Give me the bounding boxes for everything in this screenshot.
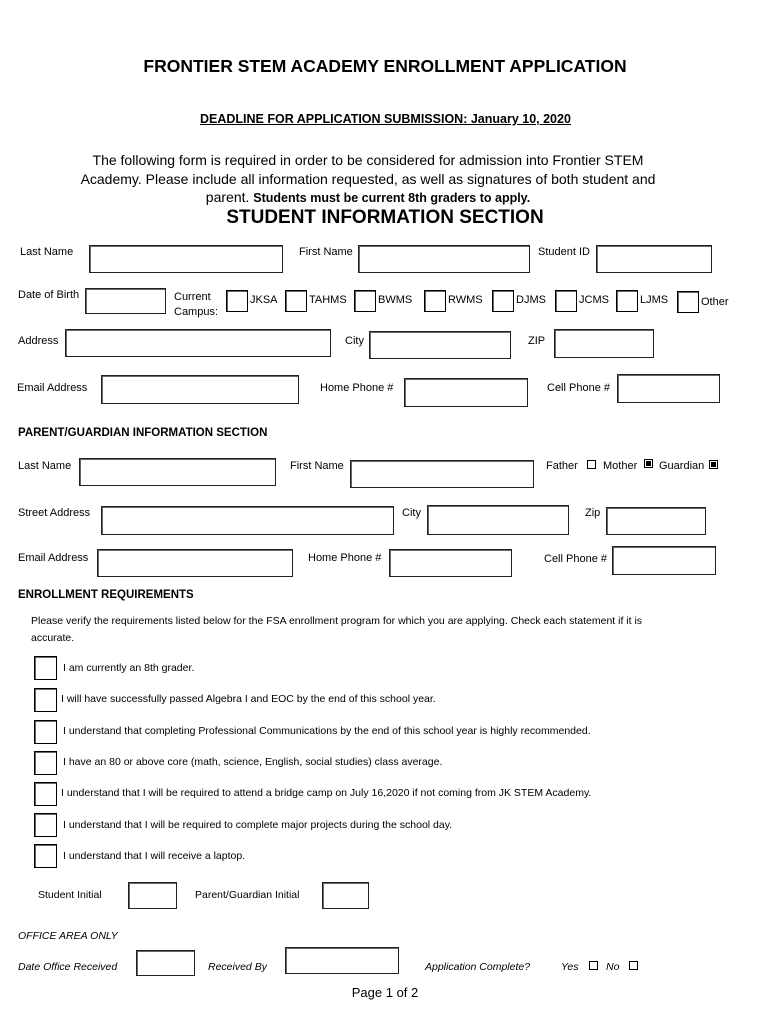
requirements-instructions-1: Please verify the requirements listed below for the FSA enrollment program for which you are applying. Check each statement if it is [31,615,643,627]
dob-label: Date of Birth [18,289,80,301]
intro-line-2: Academy. Please include all information requested, as well as signatures of both student and [80,170,656,187]
student-id-field[interactable] [596,245,712,273]
campus-checkbox-jksa[interactable] [226,290,248,312]
guardian-checkbox[interactable] [709,460,718,469]
date-received-label: Date Office Received [18,961,118,973]
intro-line-3-plain: parent. [205,189,254,205]
student-initial-field[interactable] [128,882,177,909]
received-by-label: Received By [208,961,267,973]
parent-city-label: City [402,507,421,519]
requirements-instructions-2: accurate. [31,632,75,644]
requirement-text-5: I understand that I will be required to attend a bridge camp on July 16,2020 if not coming from JK STEM Academy. [61,787,592,799]
yes-label: Yes [561,961,579,973]
parent-last-name-label: Last Name [18,460,72,472]
intro-line-1: The following form is required in order to be considered for admission into Frontier STEM [92,152,644,168]
zip-field[interactable] [554,329,654,358]
zip-label: ZIP [528,335,546,347]
no-label: No [606,961,620,973]
campus-checkbox-djms[interactable] [492,290,514,312]
street-address-field[interactable] [101,506,394,535]
requirement-text-7: I understand that I will receive a laptop. [63,850,246,862]
requirement-text-4: I have an 80 or above core (math, science, English, social studies) class average. [63,756,443,768]
campus-label-tahms: TAHMS [309,294,347,306]
parent-home-phone-field[interactable] [389,549,512,577]
intro-line-3-bold: Students must be current 8th graders to apply. [253,191,531,205]
father-label: Father [546,460,578,472]
parent-initial-label: Parent/Guardian Initial [195,889,300,901]
guardian-label: Guardian [659,460,705,472]
student-first-name-field[interactable] [358,245,530,273]
campus-checkbox-other[interactable] [677,291,699,313]
address-label: Address [18,335,59,347]
dob-field[interactable] [85,288,166,314]
requirement-text-6: I understand that I will be required to complete major projects during the school day. [63,819,453,831]
student-email-label: Email Address [17,382,88,394]
parent-initial-field[interactable] [322,882,369,909]
date-received-field[interactable] [136,950,195,976]
parent-email-field[interactable] [97,549,293,577]
student-home-phone-label: Home Phone # [320,382,394,394]
student-section-title: STUDENT INFORMATION SECTION [226,207,544,228]
student-home-phone-field[interactable] [404,378,528,407]
parent-city-field[interactable] [427,505,569,535]
city-field[interactable] [369,331,511,359]
requirement-text-1: I am currently an 8th grader. [63,662,195,674]
intro-line-3 [50,188,686,208]
campus-label-ljms: LJMS [640,294,669,306]
requirement-checkbox-3[interactable] [34,720,57,744]
deadline-text: DEADLINE FOR APPLICATION SUBMISSION: January 10, 2020 [200,112,571,126]
requirement-checkbox-5[interactable] [34,782,57,806]
student-initial-label: Student Initial [38,889,102,901]
address-field[interactable] [65,329,331,357]
campus-checkbox-bwms[interactable] [354,290,376,312]
student-first-name-label: First Name [299,246,353,258]
student-last-name-field[interactable] [89,245,283,273]
campus-checkbox-ljms[interactable] [616,290,638,312]
campus-checkbox-jcms[interactable] [555,290,577,312]
campus-label-jcms: JCMS [579,294,609,306]
student-cell-phone-label: Cell Phone # [547,382,610,394]
campus-checkbox-rwms[interactable] [424,290,446,312]
requirement-checkbox-6[interactable] [34,813,57,837]
student-cell-phone-field[interactable] [617,374,720,403]
application-complete-label: Application Complete? [425,961,531,973]
parent-zip-label: Zip [585,507,601,519]
city-label: City [345,335,364,347]
intro-paragraph [50,151,686,208]
father-checkbox[interactable] [587,460,596,469]
form-title: FRONTIER STEM ACADEMY ENROLLMENT APPLICATION [143,56,627,76]
parent-first-name-label: First Name [290,460,344,472]
requirement-checkbox-2[interactable] [34,688,57,712]
campus-label-jksa: JKSA [250,294,278,306]
campus-label-other: Other [701,296,729,308]
parent-first-name-field[interactable] [350,460,534,488]
received-by-field[interactable] [285,947,399,974]
student-id-label: Student ID [538,246,590,258]
parent-cell-phone-field[interactable] [612,546,716,575]
parent-email-label: Email Address [18,552,89,564]
current-campus-label-2: Campus: [174,306,219,318]
parent-last-name-field[interactable] [79,458,276,486]
street-address-label: Street Address [18,507,91,519]
student-last-name-label: Last Name [20,246,74,258]
requirement-text-3: I understand that completing Professional Communications by the end of this school year is highly recommended. [63,725,591,737]
parent-section-title: PARENT/GUARDIAN INFORMATION SECTION [18,427,268,439]
student-email-field[interactable] [101,375,299,404]
campus-label-bwms: BWMS [378,294,413,306]
current-campus-label-1: Current [174,291,211,303]
parent-home-phone-label: Home Phone # [308,552,382,564]
mother-checkbox[interactable] [644,459,653,468]
campus-checkbox-tahms[interactable] [285,290,307,312]
requirement-checkbox-4[interactable] [34,751,57,775]
requirements-section-title: ENROLLMENT REQUIREMENTS [18,589,194,601]
campus-label-rwms: RWMS [448,294,483,306]
parent-cell-phone-label: Cell Phone # [544,553,607,565]
campus-label-djms: DJMS [516,294,546,306]
yes-checkbox[interactable] [589,961,598,970]
requirement-checkbox-1[interactable] [34,656,57,680]
page-number: Page 1 of 2 [351,985,419,1000]
mother-label: Mother [603,460,638,472]
requirement-checkbox-7[interactable] [34,844,57,868]
parent-zip-field[interactable] [606,507,706,535]
office-area-title: OFFICE AREA ONLY [18,930,118,942]
no-checkbox[interactable] [629,961,638,970]
requirement-text-2: I will have successfully passed Algebra I and EOC by the end of this school year. [61,693,436,705]
